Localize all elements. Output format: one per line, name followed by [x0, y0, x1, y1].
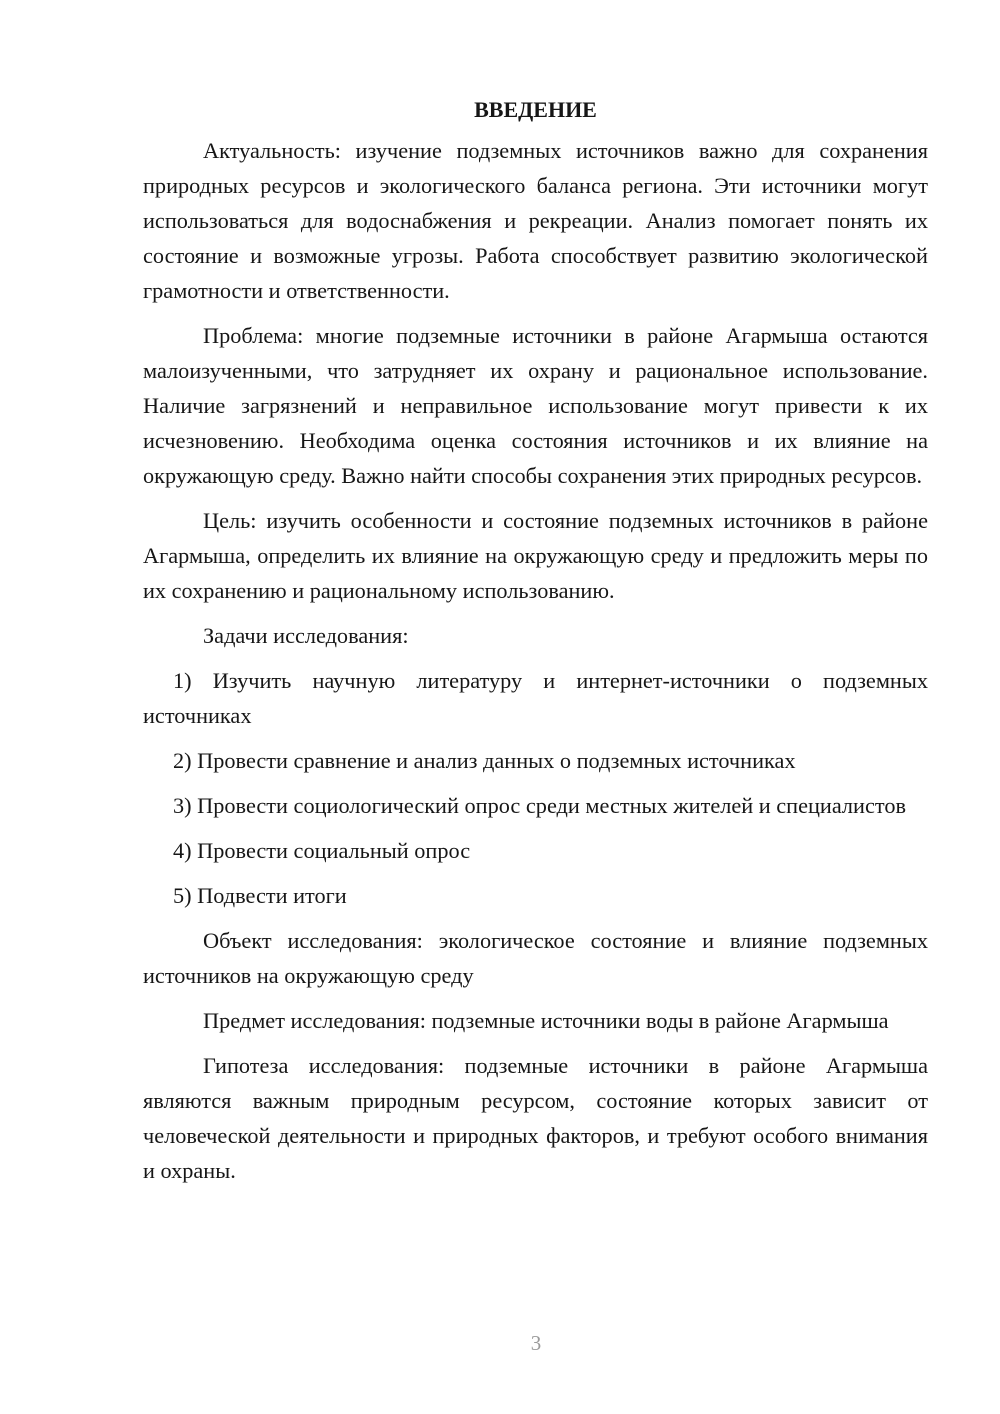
task-item: 1) Изучить научную литературу и интернет-источники о подземных источниках — [143, 668, 928, 728]
task-item: 3) Провести социологический опрос среди местных жителей и специалистов — [173, 793, 907, 818]
relevance-paragraph: Актуальность: изучение подземных источников важно для сохранения природных ресурсов и экологического баланса региона. Эти источники могут использоваться для водоснабжения и рекреации. Анализ помогает понять их состояние и возможные угрозы. Работа способствует развитию экологической грамотности и ответственности. — [143, 138, 928, 303]
object-paragraph: Объект исследования: экологическое состояние и влияние подземных источников на окружающую среду — [143, 928, 928, 988]
problem-paragraph: Проблема: многие подземные источники в районе Агармыша остаются малоизученными, что затрудняет их охрану и рациональное использование. Наличие загрязнений и неправильное использование могут привести к их исчезновению. Необходима оценка состояния источников и их влияние на окружающую среду. Важно найти способы сохранения этих природных ресурсов. — [143, 323, 928, 488]
subject-paragraph: Предмет исследования: подземные источники воды в районе Агармыша — [203, 1008, 889, 1033]
task-item: 4) Провести социальный опрос — [173, 838, 471, 863]
section-title: ВВЕДЕНИЕ — [474, 97, 597, 122]
hypothesis-paragraph: Гипотеза исследования: подземные источники в районе Агармыша являются важным природным ресурсом, состояние которых зависит от человеческой деятельности и природных факторов, и требуют особого внимания и охраны. — [143, 1053, 928, 1183]
goal-paragraph: Цель: изучить особенности и состояние подземных источников в районе Агармыша, определить их влияние на окружающую среду и предложить меры по их сохранению и рациональному использованию. — [143, 508, 928, 603]
document-page — [143, 92, 928, 1198]
tasks-heading: Задачи исследования: — [203, 623, 409, 648]
task-item: 2) Провести сравнение и анализ данных о подземных источниках — [173, 748, 796, 773]
task-item: 5) Подвести итоги — [173, 883, 347, 908]
page-number: 3 — [530, 1331, 542, 1355]
